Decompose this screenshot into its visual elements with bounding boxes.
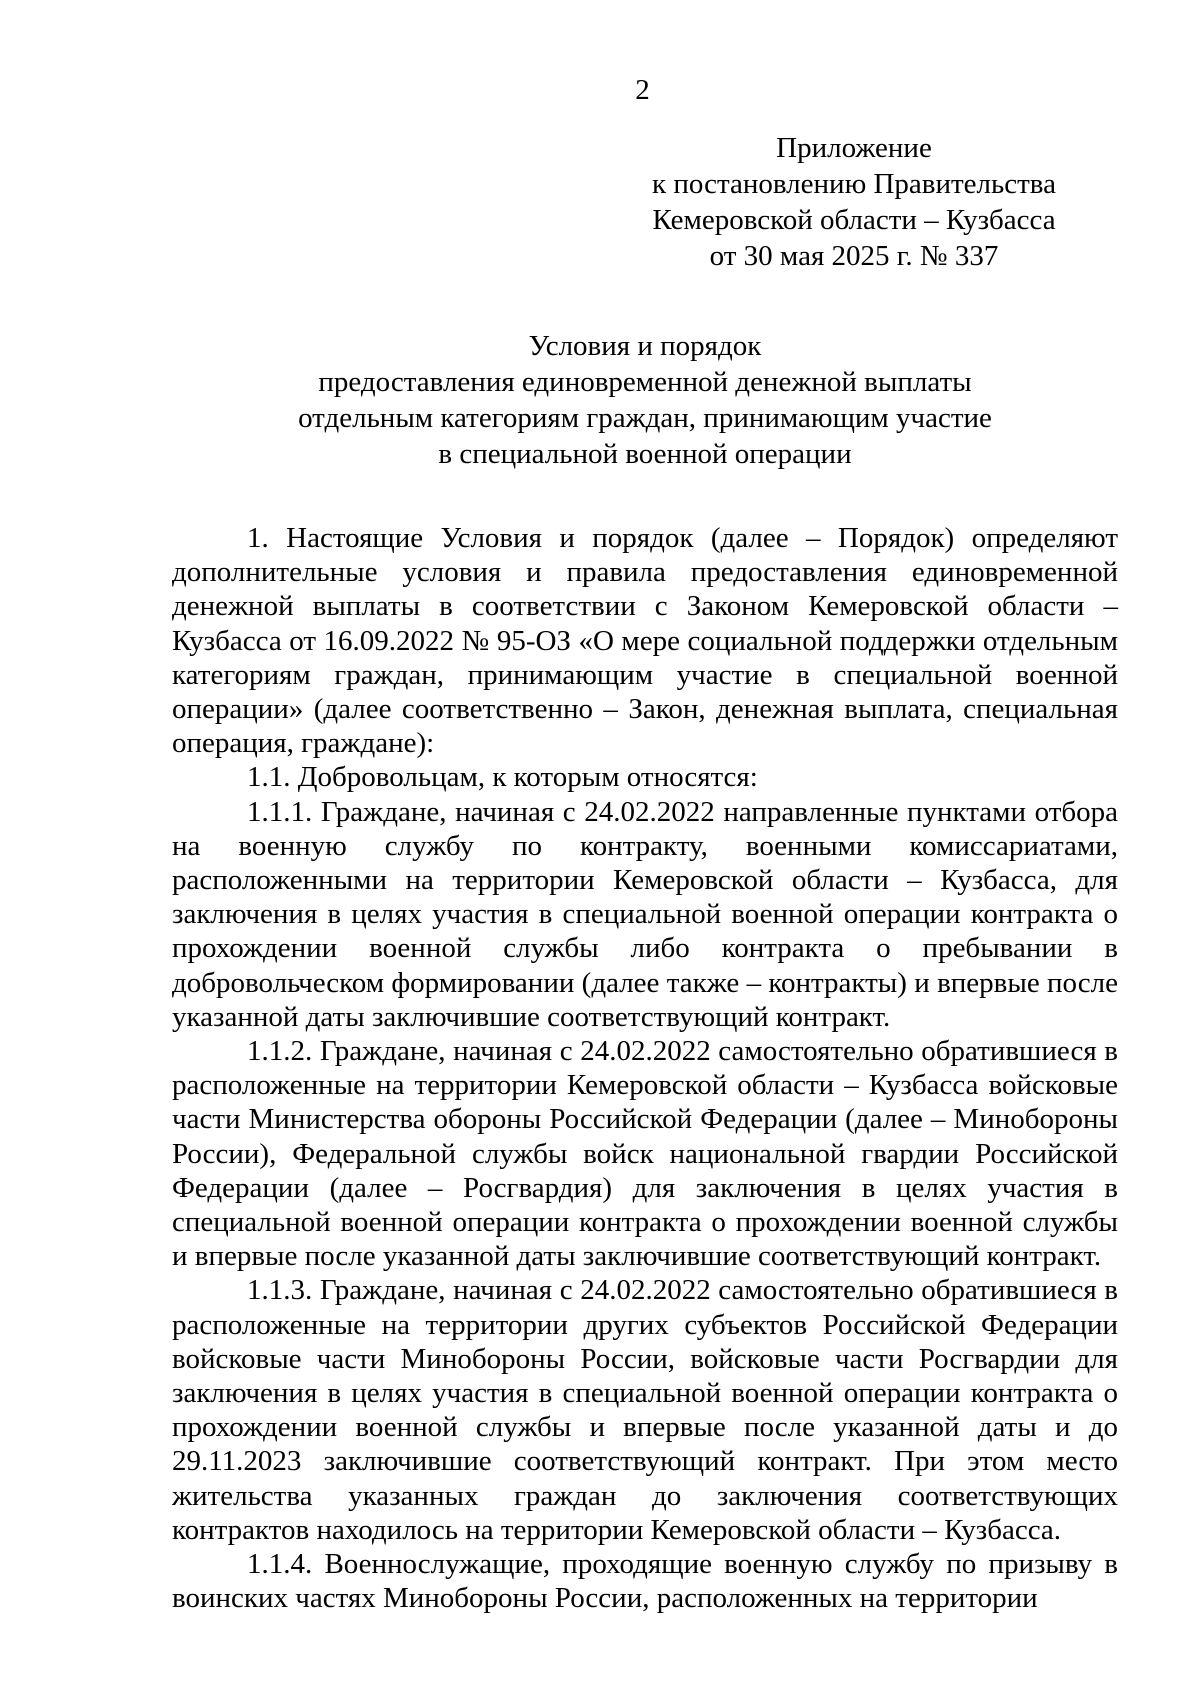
paragraph-1-1-2: 1.1.2. Граждане, начиная с 24.02.2022 самостоятельно обратившиеся в расположенные на территории Кемеровской области – Кузбасса войсковые части Министерства обороны Российской Федерации (далее – Минобороны России), Федеральной службы войск национальной гвардии Российской Федерации (далее – Росгвардия) для заключения в целях участия в специальной военной операции контракта о прохождении военной службы и впервые после указанной даты заключившие соответствующий контракт. [172, 1035, 1118, 1273]
appendix-line-2: к постановлению Правительства [652, 168, 1056, 200]
appendix-header [629, 130, 1079, 274]
title-line-4: в специальной военной операции [438, 438, 852, 470]
paragraph-1-1-3: 1.1.3. Граждане, начиная с 24.02.2022 самостоятельно обратившиеся в расположенные на территории других субъектов Российской Федерации войсковые части Минобороны России, войсковые части Росгвардии для заключения в целях участия в специальной военной операции контракта о прохождении военной службы и впервые после указанной даты и до 29.11.2023 заключившие соответствующий контракт. При этом место жительства указанных граждан до заключения соответствующих контрактов находилось на территории Кемеровской области – Кузбасса. [172, 1274, 1118, 1546]
title-line-3: отдельным категориям граждан, принимающим участие [298, 402, 992, 434]
appendix-line-1: Приложение [776, 132, 932, 164]
title-line-2: предоставления единовременной денежной выплаты [318, 366, 972, 398]
page-number: 2 [635, 74, 650, 106]
document-title [172, 328, 1118, 472]
appendix-line-3: Кемеровской области – Кузбасса [652, 204, 1056, 236]
paragraph-1: 1. Настоящие Условия и порядок (далее – Порядок) определяют дополнительные условия и правила предоставления единовременной денежной выплаты в соответствии с Законом Кемеровской области – Кузбасса от 16.09.2022 № 95-ОЗ «О мере социальной поддержки отдельным категориям граждан, принимающим участие в специальной военной операции» (далее соответственно – Закон, денежная выплата, специальная операция, граждане): [172, 522, 1118, 760]
appendix-line-4: от 30 мая 2025 г. № 337 [709, 240, 999, 272]
paragraph-1-1-4: 1.1.4. Военнослужащие, проходящие военную службу по призыву в воинских частях Минобороны России, расположенных на территории [172, 1548, 1118, 1615]
paragraph-1-1: 1.1. Добровольцам, к которым относятся: [247, 761, 758, 794]
title-line-1: Условия и порядок [528, 330, 762, 362]
paragraph-1-1-1: 1.1.1. Граждане, начиная с 24.02.2022 направленные пунктами отбора на военную службу по контракту, военными комиссариатами, расположенными на территории Кемеровской области – Кузбасса, для заключения в целях участия в специальной военной операции контракта о прохождении военной службы либо контракта о пребывании в добровольческом формировании (далее также – контракты) и впервые после указанной даты заключившие соответствующий контракт. [172, 795, 1118, 1033]
document-body [172, 521, 1118, 1616]
